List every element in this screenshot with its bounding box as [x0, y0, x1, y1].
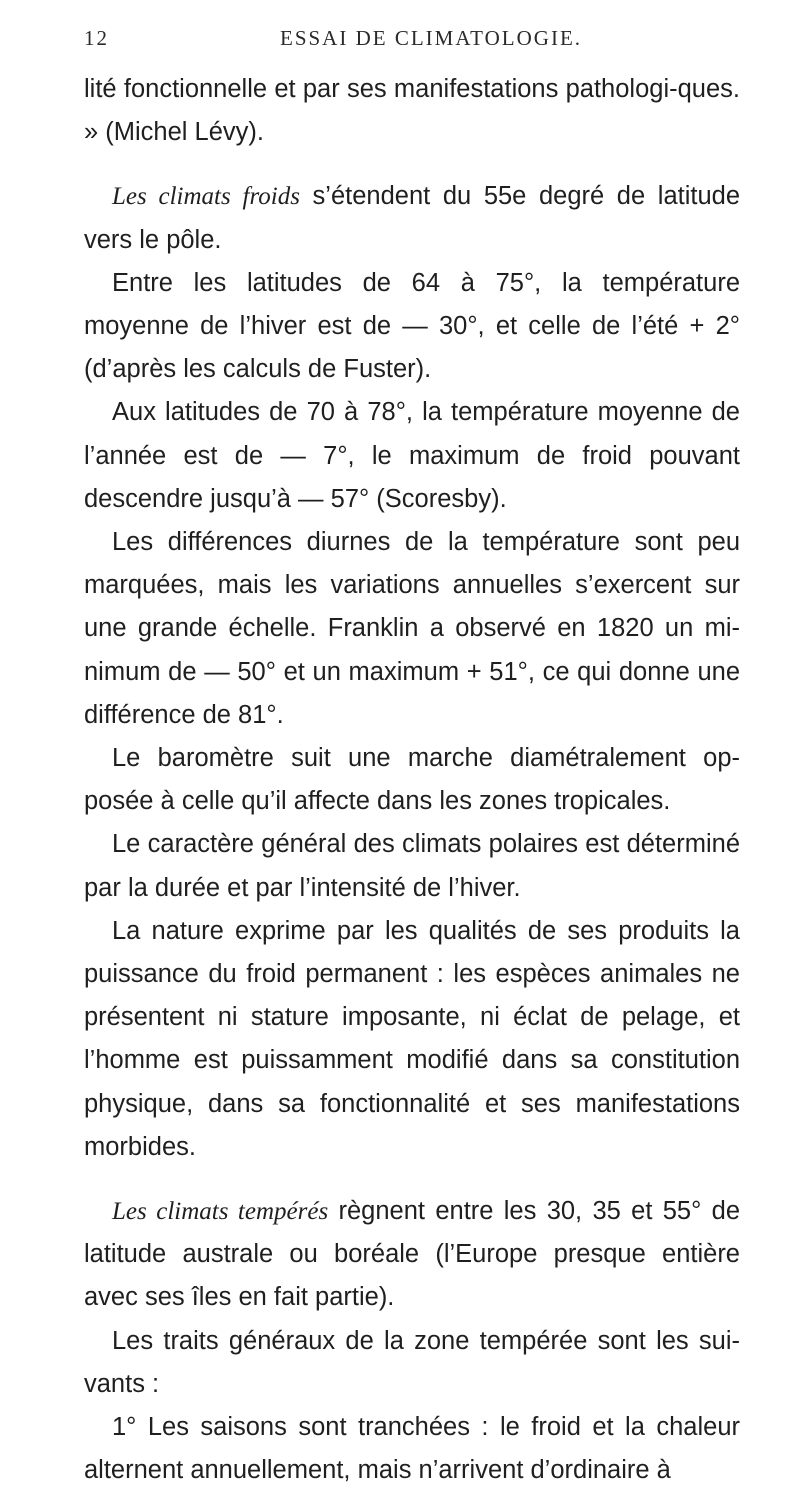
running-head — [84, 26, 734, 56]
paragraph — [84, 737, 740, 823]
running-title: ESSAI DE CLIMATOLOGIE. — [280, 26, 583, 50]
paragraph-temperate-climates — [84, 1190, 740, 1320]
paragraph-text: lité fonctionnelle et par ses manifestations pathologi-ques. » (Michel Lévy). — [84, 75, 740, 147]
paragraph-text: Le caractère général des climats polaires est déterminé par la durée et par l’intensité de l’hiver. — [84, 830, 740, 902]
paragraph-text: Aux latitudes de 70 à 78°, la température moyenne de l’année est de — 7°, le maximum de froid pouvant descendre jusqu’à — 57° (Scoresby). — [84, 398, 740, 513]
paragraph — [84, 391, 740, 521]
paragraph-text: Le baromètre suit une marche diamétralement op-posée à celle qu’il affecte dans les zones tropicales. — [84, 744, 740, 816]
paragraph — [84, 910, 740, 1169]
paragraph-text: règnent entre les 30, 35 et 55° de latitude australe ou boréale (l’Europe presque entière avec ses îles en fait partie). — [84, 1197, 740, 1312]
paragraph-text: s’étendent du 55e degré de latitude vers le pôle. — [84, 182, 741, 254]
paragraph-text: Les différences diurnes de la température sont peu marquées, mais les variations annuelles s’exercent sur une grande échelle. Franklin a observé en 1820 un mi-nimum de — 50° et un maximum + 51°, ce qui donne une différence de 81°. — [84, 528, 740, 729]
section-lead-cold-climates: Les climats froids — [112, 183, 300, 211]
paragraph-text: 1° Les saisons sont tranchées : le froid et la chaleur alternent annuellement, mais n’arrivent d’ordinaire à — [84, 1413, 740, 1485]
paragraph-text: Entre les latitudes de 64 à 75°, la température moyenne de l’hiver est de — 30°, et celle de l’été + 2° (d’après les calculs de Fuster). — [84, 268, 740, 384]
paragraph-cold-climates — [84, 175, 740, 261]
page-number: 12 — [84, 26, 109, 50]
paragraph-text: La nature exprime par les qualités de ses produits la puissance du froid permanent : les espèces animales ne présentent ni stature imposante, ni éclat de pelage, et l’homme est puissamment modifié dans sa constitution physique, dans sa fonctionnalité et ses manifestations morbides. — [84, 916, 740, 1161]
paragraph-text: Les traits généraux de la zone tempérée sont les sui-vants : — [84, 1326, 740, 1398]
paragraph — [84, 262, 740, 392]
paragraph — [84, 1406, 740, 1492]
paragraph — [84, 521, 740, 737]
paragraph — [84, 823, 740, 909]
paragraph-continuation — [84, 68, 740, 154]
body-text — [84, 68, 740, 1493]
paragraph — [84, 1320, 740, 1406]
section-lead-temperate-climates: Les climats tempérés — [112, 1198, 329, 1226]
